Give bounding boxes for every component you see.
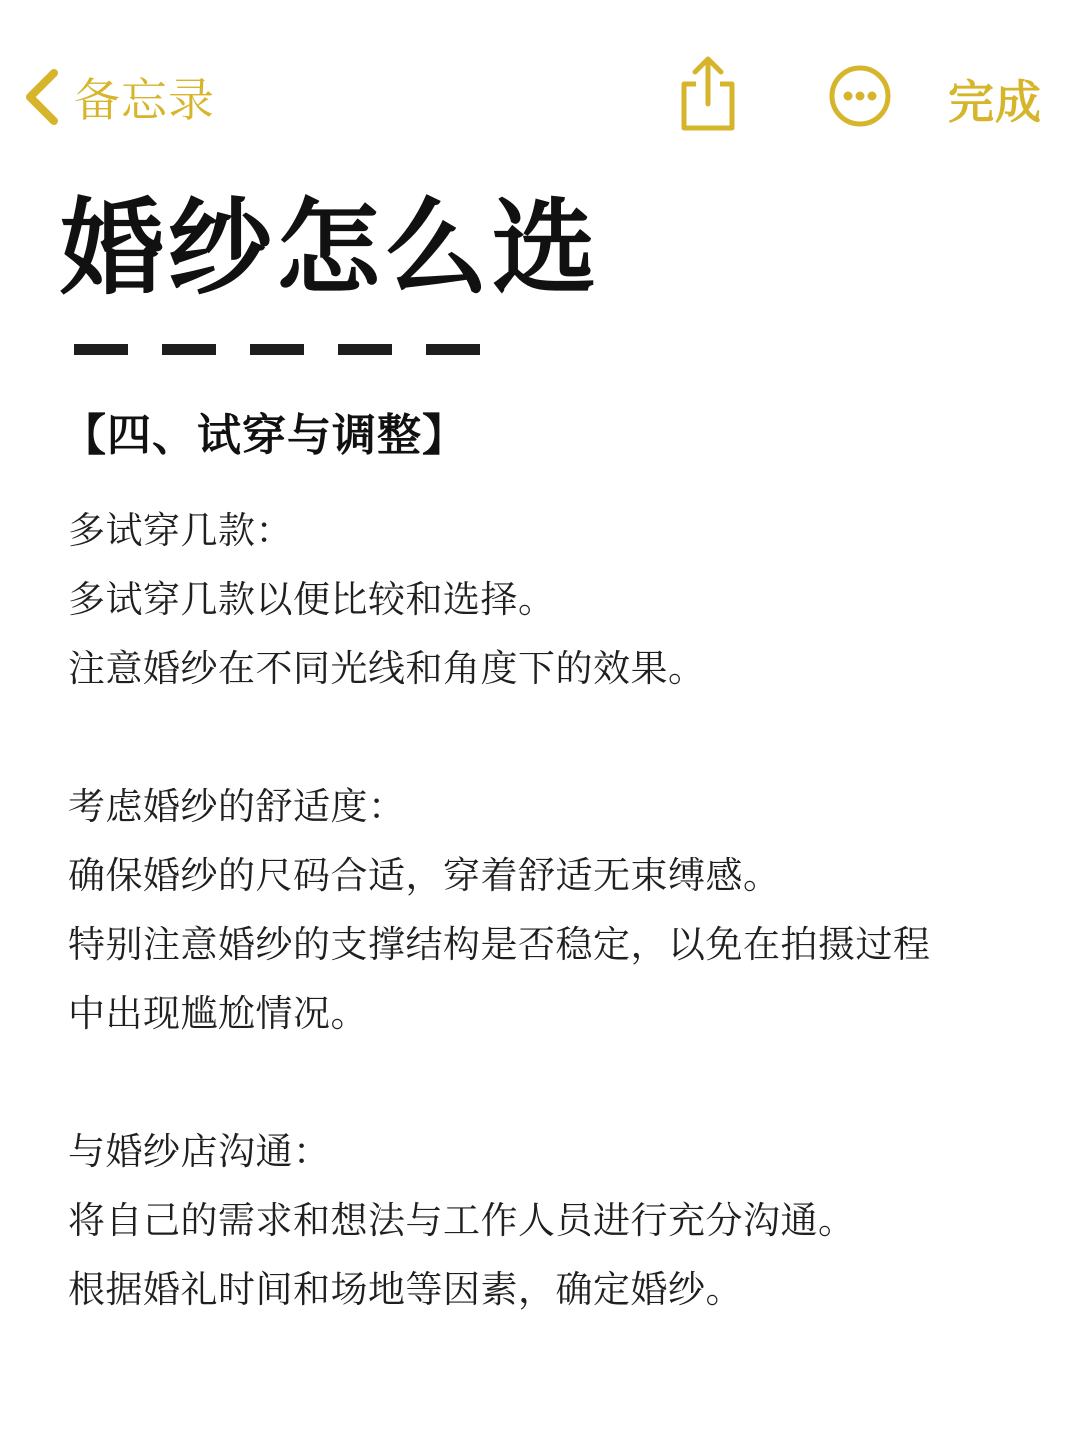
- paragraph-heading: 与婚纱店沟通：: [68, 1130, 331, 1173]
- back-button[interactable]: [22, 62, 215, 132]
- paragraph-spacer: [68, 1048, 1028, 1117]
- more-button[interactable]: [828, 64, 892, 128]
- more-icon: [828, 113, 892, 132]
- paragraph-heading: 考虑婚纱的舒适度：: [68, 785, 406, 828]
- paragraph-line: 根据婚礼时间和场地等因素，确定婚纱。: [68, 1268, 743, 1311]
- back-label: 备忘录: [74, 73, 215, 127]
- chevron-left-icon: [22, 68, 60, 126]
- paragraph-line: 多试穿几款以便比较和选择。: [68, 578, 556, 621]
- divider-dash: [250, 344, 304, 355]
- note-body: [68, 496, 1028, 1324]
- paragraph-spacer: [68, 703, 1028, 772]
- share-icon: [676, 119, 740, 138]
- paragraph-communication: [68, 1117, 1028, 1324]
- paragraph-line: 注意婚纱在不同光线和角度下的效果。: [68, 647, 706, 690]
- divider-dash: [338, 344, 392, 355]
- paragraph-line: 将自己的需求和想法与工作人员进行充分沟通。: [68, 1199, 856, 1242]
- paragraph-line: 中出现尴尬情况。: [68, 992, 368, 1035]
- paragraph-heading: 多试穿几款：: [68, 509, 293, 552]
- section-heading: 【四、试穿与调整】: [62, 410, 467, 461]
- share-button[interactable]: [676, 54, 740, 134]
- navigation-bar: [0, 0, 1080, 180]
- divider-dash: [162, 344, 216, 355]
- dash-divider: [74, 344, 480, 355]
- done-button[interactable]: 完成: [948, 75, 1042, 129]
- paragraph-line: 特别注意婚纱的支撑结构是否稳定，以免在拍摄过程: [68, 923, 931, 966]
- divider-dash: [426, 344, 480, 355]
- paragraph-try-on: [68, 496, 1028, 703]
- paragraph-line: 确保婚纱的尺码合适，穿着舒适无束缚感。: [68, 854, 781, 897]
- note-title: 婚纱怎么选: [60, 187, 601, 309]
- divider-dash: [74, 344, 128, 355]
- paragraph-comfort: [68, 772, 1028, 1048]
